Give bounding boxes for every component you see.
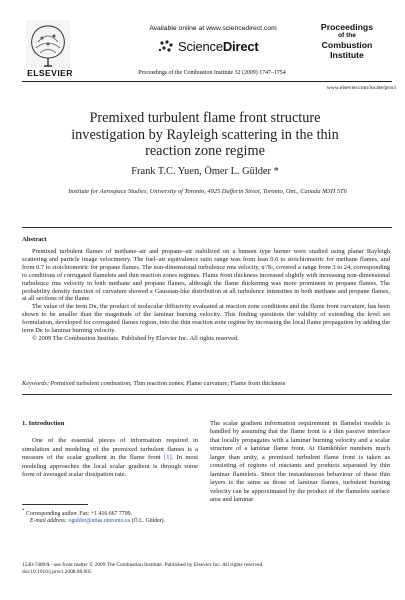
sciencedirect-logo xyxy=(158,37,259,53)
footer-issn: 1540-7489/$ - see front matter © 2009 The Combustion Institute. Published by Elsevier Inc. All rights reserved. xyxy=(22,562,264,568)
abstract-heading: Abstract xyxy=(22,236,47,243)
abstract-body xyxy=(22,248,390,343)
authors: Frank T.C. Yuen, Ömer L. Gülder * xyxy=(131,166,279,177)
email-label: E-mail address: xyxy=(30,517,67,524)
abstract-bottom-rule xyxy=(22,394,392,395)
keywords-line xyxy=(22,380,392,387)
keywords-label: Keywords: xyxy=(22,380,50,387)
journal-name-line4: Institute xyxy=(330,50,364,60)
intro-paragraph-right: The scalar gradient information requirement in flamelet models is handled by assuming that the flame front is a thin passive interface that locally propagates with a laminar burning velocity and a scalar structure of a laminar flame front. At Damköhler numbers much larger than unity, a premixed turbulent flame front is taken as consisting of regions of reactants and products separated by thin laminar flamelets. Since the instantaneous behaviour of these thin layers is the same as those of laminar flames, turbulent burning velocity can be approximated by the product of the flamelets surface area and laminar xyxy=(210,420,390,504)
title-line-3: reaction zone regime xyxy=(145,143,265,159)
footnote xyxy=(22,508,198,525)
available-online-text: Available online at www.sciencedirect.com xyxy=(149,25,277,32)
page-footer xyxy=(22,562,392,576)
footnote-fax: Corresponding author. Fax: +1 416 667 7799. xyxy=(25,510,132,517)
email-link[interactable]: ogulder@utias.utoronto.ca xyxy=(68,517,131,524)
journal-name-line2: of the xyxy=(338,32,356,39)
journal-name-line1: Proceedings xyxy=(320,22,374,32)
publisher-name: ELSEVIER xyxy=(27,68,73,78)
footnote-rule xyxy=(22,504,88,505)
abstract-copyright: © 2009 The Combustion Institute. Published by Elsevier Inc. All rights reserved. xyxy=(32,334,239,342)
title-line-1: Premixed turbulent flame front structure xyxy=(89,110,321,126)
intro-paragraph-left: One of the essential pieces of information required in simulation and modeling of the premixed turbulent flames is a measure of the scalar gradient in the flame front [1]. In most modeling approaches the local scalar gradient is through some form of averaged scalar dissipation rate. xyxy=(22,437,199,479)
affiliation: Institute for Aerospace Studies, University of Toronto, 4925 Dufferin Street, Toronto, Ont., Canada M3H 5T6 xyxy=(68,188,347,195)
journal-name-box xyxy=(304,22,390,67)
title-line-2: investigation by Rayleigh scattering in the thin xyxy=(71,126,339,143)
elsevier-tree-logo xyxy=(26,20,70,68)
left-column xyxy=(22,420,198,480)
right-column xyxy=(210,420,390,505)
abstract-paragraph-2: The value of the term Dκ, the product of molecular diffusivity evaluated at reaction zone conditions and the flame front curvature, has been shown to be smaller than the magnitude of the laminar burning velocity. This finding questions the validity of extending the level set formulation, developed for corrugated flames region, into the thin reaction zone regime by increasing the local flame propagation by adding the term Dκ to laminar burning velocity. xyxy=(22,303,390,335)
abstract-paragraph-1: Premixed turbulent flames of methane–air and propane–air stabilized on a bunsen type burner were studied using planar Rayleigh scattering and particle image velocimetry. The fuel–air equivalence ratio range was from lean 0.6 to stoichiometric for methane flames, and from 0.7 to stoichiometric for propane flames. The non-dimensional turbulence rms velocity, u′/Sₗ, covered a range from 3 to 24, corresponding to conditions of corrugated flamelets and thin reaction zones regimes. Flame front thickness increased slightly with increasing non-dimensional turbulence rms velocity in both methane and propane flames, although the flame thickening was more prominent in propane flames. The probability density function of curvature showed a Gaussian-like distribution at all turbulence intensities in both methane and propane flames, at all sections of the flame. xyxy=(22,248,390,303)
footnote-marker: * xyxy=(22,509,25,514)
citation-link[interactable]: [1] xyxy=(164,454,172,462)
header-rule xyxy=(22,81,392,82)
keywords-list: Premixed turbulent combustion; Thin reaction zones; Flame curvature; Flame front thickness xyxy=(50,380,286,387)
abstract-top-rule xyxy=(22,227,392,228)
sciencedirect-icon xyxy=(158,39,174,53)
article-title xyxy=(40,110,370,160)
footer-doi[interactable]: doi:10.1016/j.proci.2008.08.005 xyxy=(22,569,92,575)
direct-word: Direct xyxy=(222,38,259,54)
journal-citation: Proceedings of the Combustion Institute 32 (2009) 1747–1754 xyxy=(138,70,286,76)
journal-name-line3: Combustion xyxy=(321,40,373,50)
section-heading: 1. Introduction xyxy=(22,420,65,427)
email-suffix: (Ö.L. Gülder). xyxy=(131,517,166,524)
science-word: Science xyxy=(178,38,223,54)
journal-url[interactable]: www.elsevier.com/locate/proci xyxy=(326,85,396,91)
